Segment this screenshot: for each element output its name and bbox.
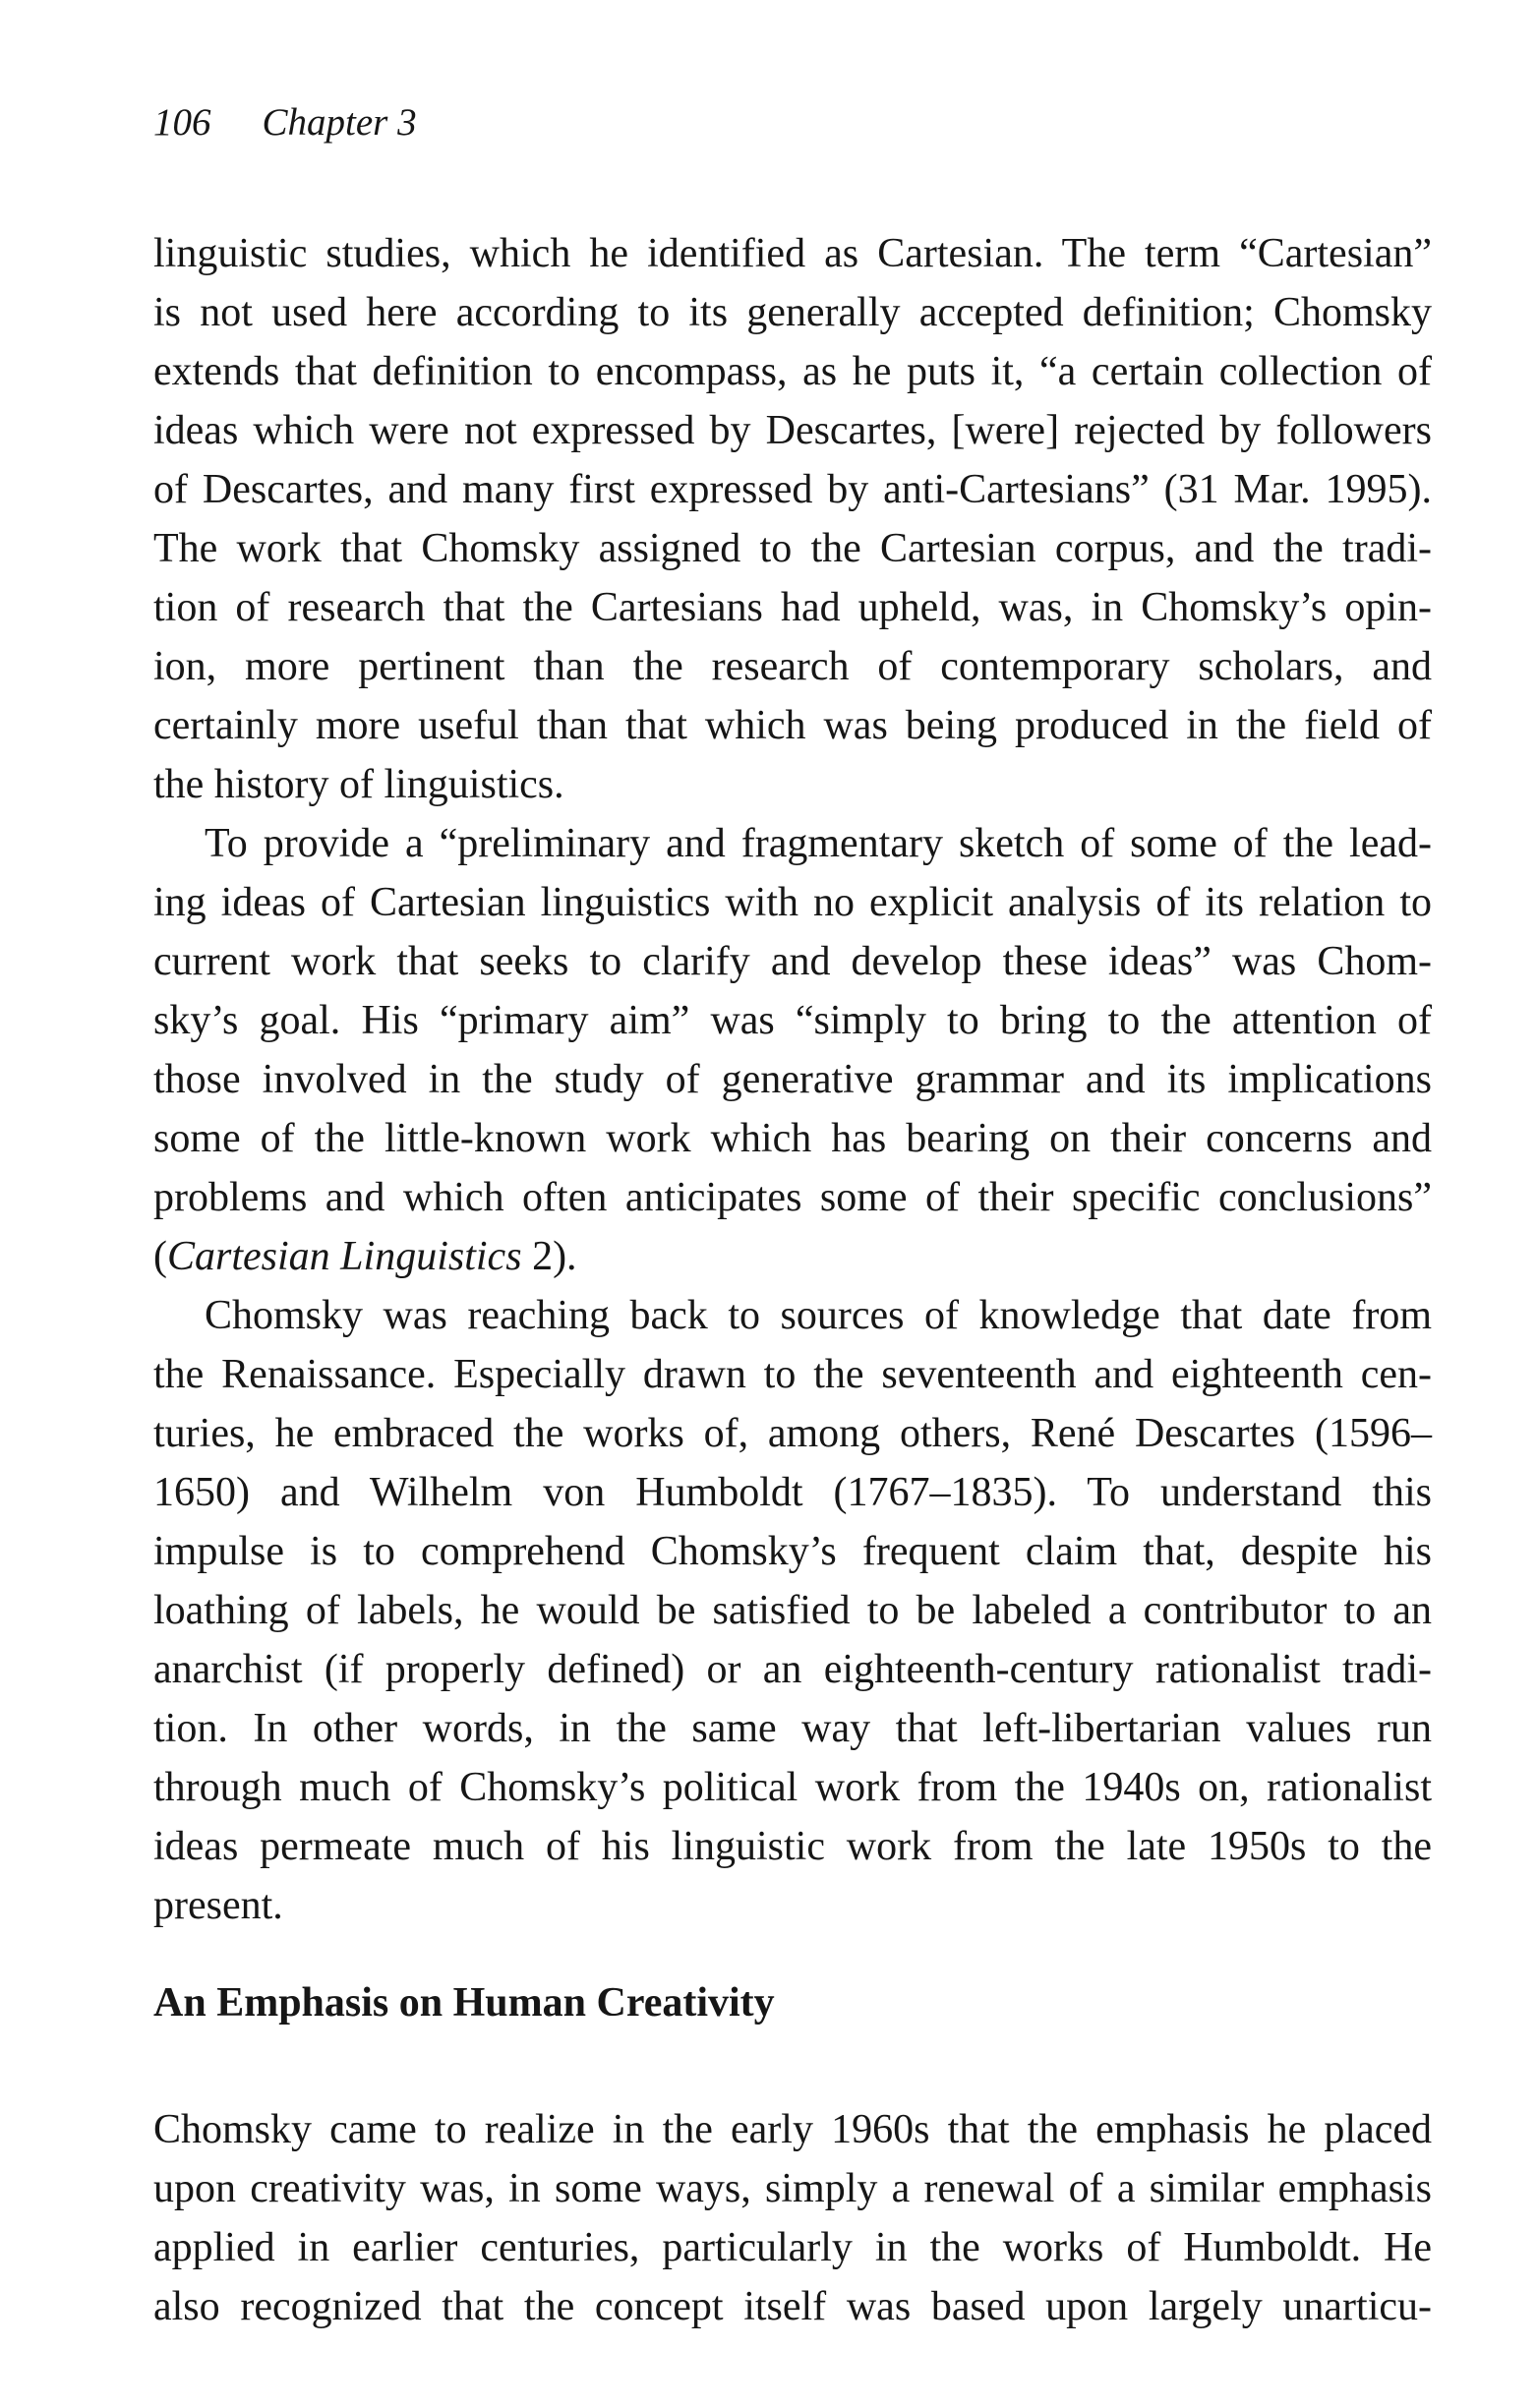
text-line: upon creativity was, in some ways, simply a renewal of a similar emphasis: [153, 2166, 1432, 2211]
text-line: of Descartes, and many first expressed by anti-Cartesians” (31 Mar. 1995).: [153, 467, 1432, 512]
text-line: those involved in the study of generative grammar and its implications: [153, 1057, 1432, 1102]
text-line: Chomsky was reaching back to sources of knowledge that date from: [205, 1293, 1432, 1338]
text-line: loathing of labels, he would be satisfied to be labeled a contributor to an: [153, 1588, 1432, 1633]
text-line: current work that seeks to clarify and develop these ideas” was Chom-: [153, 939, 1432, 984]
text-line: the Renaissance. Especially drawn to the seventeenth and eighteenth cen-: [153, 1352, 1432, 1397]
text-line: ideas which were not expressed by Descartes, [were] rejected by followers: [153, 408, 1432, 453]
text-line: tion of research that the Cartesians had upheld, was, in Chomsky’s opin-: [153, 585, 1432, 630]
text-line: problems and which often anticipates some of their specific conclusions”: [153, 1175, 1432, 1220]
section-heading: An Emphasis on Human Creativity: [153, 1980, 775, 2026]
text-line: 1650) and Wilhelm von Humboldt (1767–1835). To understand this: [153, 1470, 1432, 1515]
citation-close: 2).: [521, 1234, 577, 1279]
text-line: anarchist (if properly defined) or an eighteenth-century rationalist tradi-: [153, 1647, 1432, 1692]
text-line: sky’s goal. His “primary aim” was “simply to bring to the attention of: [153, 998, 1432, 1043]
text-line: turies, he embraced the works of, among others, René Descartes (1596–: [153, 1411, 1432, 1456]
text-line: To provide a “preliminary and fragmentary sketch of some of the lead-: [205, 821, 1432, 866]
section-body-text: [153, 2100, 1432, 2336]
text-line: also recognized that the concept itself was based upon largely unarticu-: [153, 2284, 1432, 2329]
page-number: 106: [153, 101, 211, 144]
text-line: is not used here according to its generally accepted definition; Chomsky: [153, 290, 1432, 335]
text-line: certainly more useful than that which was being produced in the field of: [153, 703, 1432, 748]
text-line: tion. In other words, in the same way that left-libertarian values run: [153, 1706, 1432, 1751]
text-line: ion, more pertinent than the research of contemporary scholars, and: [153, 644, 1432, 689]
text-line: through much of Chomsky’s political work from the 1940s on, rationalist: [153, 1765, 1432, 1810]
text-line: The work that Chomsky assigned to the Cartesian corpus, and the tradi-: [153, 526, 1432, 571]
text-line: applied in earlier centuries, particularly in the works of Humboldt. He: [153, 2225, 1432, 2270]
text-line: some of the little-known work which has bearing on their concerns and: [153, 1116, 1432, 1161]
text-line: Chomsky came to realize in the early 1960s that the emphasis he placed: [153, 2107, 1432, 2152]
text-line: ideas permeate much of his linguistic work from the late 1950s to the: [153, 1824, 1432, 1869]
text-line: extends that definition to encompass, as he puts it, “a certain collection of: [153, 349, 1432, 394]
text-line: linguistic studies, which he identified as Cartesian. The term “Cartesian”: [153, 231, 1432, 276]
text-line: present.: [153, 1883, 283, 1928]
running-head: [153, 98, 417, 147]
chapter-title: Chapter 3: [262, 101, 417, 144]
citation-title: Cartesian Linguistics: [167, 1234, 522, 1279]
citation-line: [153, 1227, 1432, 1286]
text-line: ing ideas of Cartesian linguistics with no explicit analysis of its relation to: [153, 880, 1432, 925]
citation-open: (: [153, 1234, 167, 1279]
text-line: the history of linguistics.: [153, 762, 564, 807]
body-text: [153, 224, 1432, 1935]
text-line: impulse is to comprehend Chomsky’s frequent claim that, despite his: [153, 1529, 1432, 1574]
